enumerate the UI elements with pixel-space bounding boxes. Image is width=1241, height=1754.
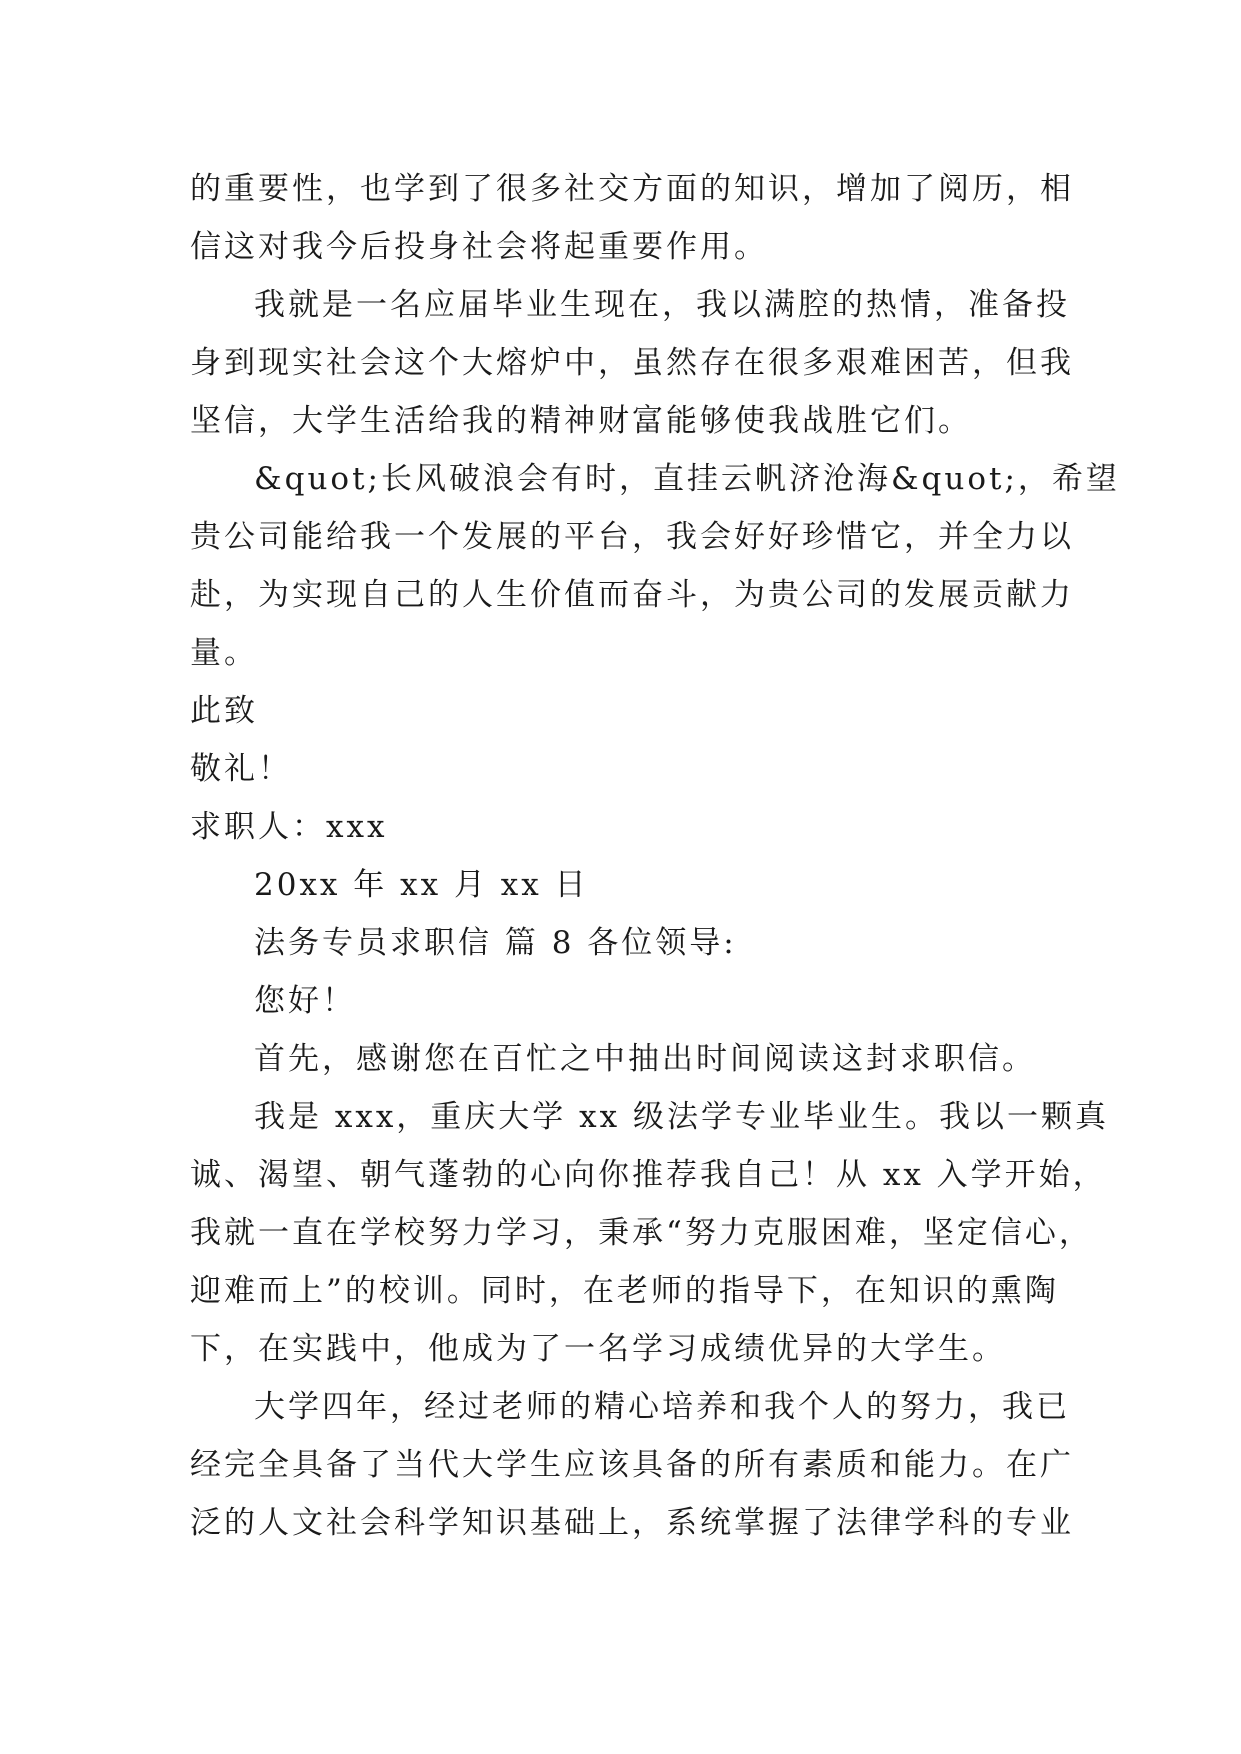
text-line: 贵公司能给我一个发展的平台，我会好好珍惜它，并全力以 [190, 519, 1074, 555]
text-line: 我就一直在学校努力学习，秉承“努力克服困难，坚定信心， [190, 1215, 1093, 1251]
text-line: 下，在实践中，他成为了一名学习成绩优异的大学生。 [190, 1331, 1006, 1367]
text-line: &quot;长风破浪会有时，直挂云帆济沧海&quot;，希望 [254, 461, 1120, 497]
applicant-signature: 求职人：xxx [190, 809, 388, 845]
text-line: 大学四年，经过老师的精心培养和我个人的努力，我已 [254, 1389, 1070, 1425]
closing-regards: 敬礼！ [190, 751, 292, 787]
text-line: 泛的人文社会科学知识基础上，系统掌握了法律学科的专业 [190, 1505, 1074, 1541]
text-line: 信这对我今后投身社会将起重要作用。 [190, 229, 768, 265]
text-line: 量。 [190, 635, 258, 671]
text-line: 我是 xxx，重庆大学 xx 级法学专业毕业生。我以一颗真 [254, 1099, 1109, 1135]
text-line: 诚、渴望、朝气蓬勃的心向你推荐我自己！从 xx 入学开始， [190, 1157, 1107, 1193]
text-line: 赴，为实现自己的人生价值而奋斗，为贵公司的发展贡献力 [190, 577, 1074, 613]
closing-salutation: 此致 [190, 693, 258, 729]
text-line: 迎难而上”的校训。同时，在老师的指导下，在知识的熏陶 [190, 1273, 1059, 1309]
section-heading: 法务专员求职信 篇 8 各位领导: [254, 925, 737, 961]
text-line: 首先，感谢您在百忙之中抽出时间阅读这封求职信。 [254, 1041, 1036, 1077]
letter-body [190, 160, 1120, 1552]
text-line: 经完全具备了当代大学生应该具备的所有素质和能力。在广 [190, 1447, 1074, 1483]
text-line: 的重要性，也学到了很多社交方面的知识，增加了阅历，相 [190, 171, 1074, 207]
text-line: 我就是一名应届毕业生现在，我以满腔的热情，准备投 [254, 287, 1070, 323]
greeting: 您好！ [254, 983, 356, 1019]
text-line: 身到现实社会这个大熔炉中，虽然存在很多艰难困苦，但我 [190, 345, 1074, 381]
letter-date: 20xx 年 xx 月 xx 日 [254, 867, 589, 903]
text-line: 坚信，大学生活给我的精神财富能够使我战胜它们。 [190, 403, 972, 439]
